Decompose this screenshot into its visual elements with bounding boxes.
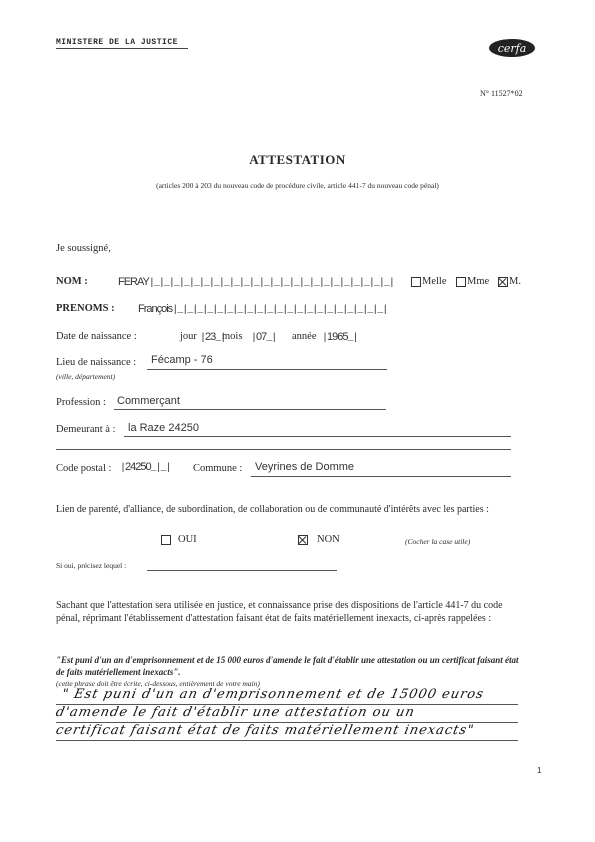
prenoms-boxes: |_|_|_|_|_|_|_|_|_|_|_|_|_|_|_|_|_|_|_|_|_| [172,305,388,316]
birthplace-hint: (ville, département) [56,372,116,381]
page-number: 1 [537,766,542,775]
prenoms-label: PRENOMS : [56,303,115,314]
birth-year-label: année [292,331,317,342]
address-line-1 [124,436,511,437]
melle-label: Melle [422,276,447,287]
writing-line-3[interactable] [56,740,518,741]
page-title: ATTESTATION [249,152,346,167]
nom-boxes: |_|_|_|_|_|_|_|_|_|_|_|_|_|_|_|_|_|_|_|_|_|_|_|_| [148,278,394,289]
birth-day-label: jour [180,331,197,342]
commune-line [251,476,511,477]
relation-hint: (Cocher la case utile) [405,537,471,546]
profession-line [114,409,386,410]
oui-checkbox[interactable] [161,535,171,545]
postal-code-label: Code postal : [56,463,112,474]
commune-label: Commune : [193,463,243,474]
birth-year-value: 1965 [327,331,348,343]
melle-checkbox[interactable] [411,277,421,287]
prenoms-field[interactable] [138,303,387,316]
cerfa-logo-text: cerfa [497,42,527,55]
form-number: N° 11527*02 [480,89,523,98]
nom-label: NOM : [56,276,88,287]
nom-field[interactable] [118,276,394,289]
penal-quote-hint: (cette phrase doit être écrite, ci-dessous, entièrement de votre main) [56,679,260,688]
mme-label: Mme [467,276,490,287]
profession-label: Profession : [56,397,106,408]
relation-question: Lien de parenté, d'alliance, de subordination, de collaboration ou de communauté d'intérêts avec les parties : [56,504,489,515]
profession-value[interactable]: Commerçant [117,395,180,407]
birth-year-field[interactable]: |1965_| [322,331,358,344]
oui-label: OUI [178,534,197,545]
handwritten-line-2: d'amende le fait d'établir une attestation ou un [54,705,417,720]
m-label: M. [509,276,521,287]
birthdate-label: Date de naissance : [56,331,137,342]
precisez-line[interactable] [147,570,337,571]
birth-day-value: 23 [205,331,216,343]
birth-day-field[interactable]: |23_| [200,331,226,344]
nom-value: FERAY [118,276,149,288]
penal-quote: "Est puni d'un an d'emprisonnement et de 15 000 euros d'amende le fait d'établir une attestation ou un certificat faisant état de faits matériellement inexacts". [56,655,519,677]
prenoms-value: François [138,303,173,315]
address-label: Demeurant à : [56,424,116,435]
handwritten-line-3: certificat faisant état de faits matériellement inexacts" [54,723,476,738]
non-label: NON [317,534,340,545]
birthplace-label: Lieu de naissance : [56,357,137,368]
mme-checkbox[interactable] [456,277,466,287]
address-line-2 [56,449,511,450]
handwritten-line-1: " Est puni d'un an d'emprisonnement et de 15000 euros [60,687,486,702]
cerfa-logo [488,38,536,58]
page-subtitle: (articles 200 à 203 du nouveau code de procédure civile, article 441-7 du nouveau code pénal) [156,181,439,190]
birthplace-line [147,369,387,370]
birth-month-field[interactable]: |07_| [251,331,277,344]
m-checkbox[interactable] [498,277,508,287]
non-checkbox[interactable] [298,535,308,545]
address-value[interactable]: la Raze 24250 [128,422,199,434]
birth-month-label: mois [222,331,243,342]
ministry-underline [56,48,188,49]
ministry-title: MINISTERE DE LA JUSTICE [56,38,178,47]
precisez-label: Si oui, précisez lequel : [56,561,127,570]
intro-text: Je soussigné, [56,243,111,254]
birth-month-value: 07 [256,331,267,343]
legal-notice: Sachant que l'attestation sera utilisée en justice, et connaissance prise des dispositions de l'article 441-7 du code pénal, réprimant l'établissement d'attestation faisant état de faits matériellement inexacts, ci-après rappelées : [56,600,503,624]
commune-value[interactable]: Veyrines de Domme [255,461,355,473]
postal-code-value: 24250 [125,461,151,473]
birthplace-value[interactable]: Fécamp - 76 [151,354,213,366]
postal-code-field[interactable]: |24250_|_| [120,461,171,474]
